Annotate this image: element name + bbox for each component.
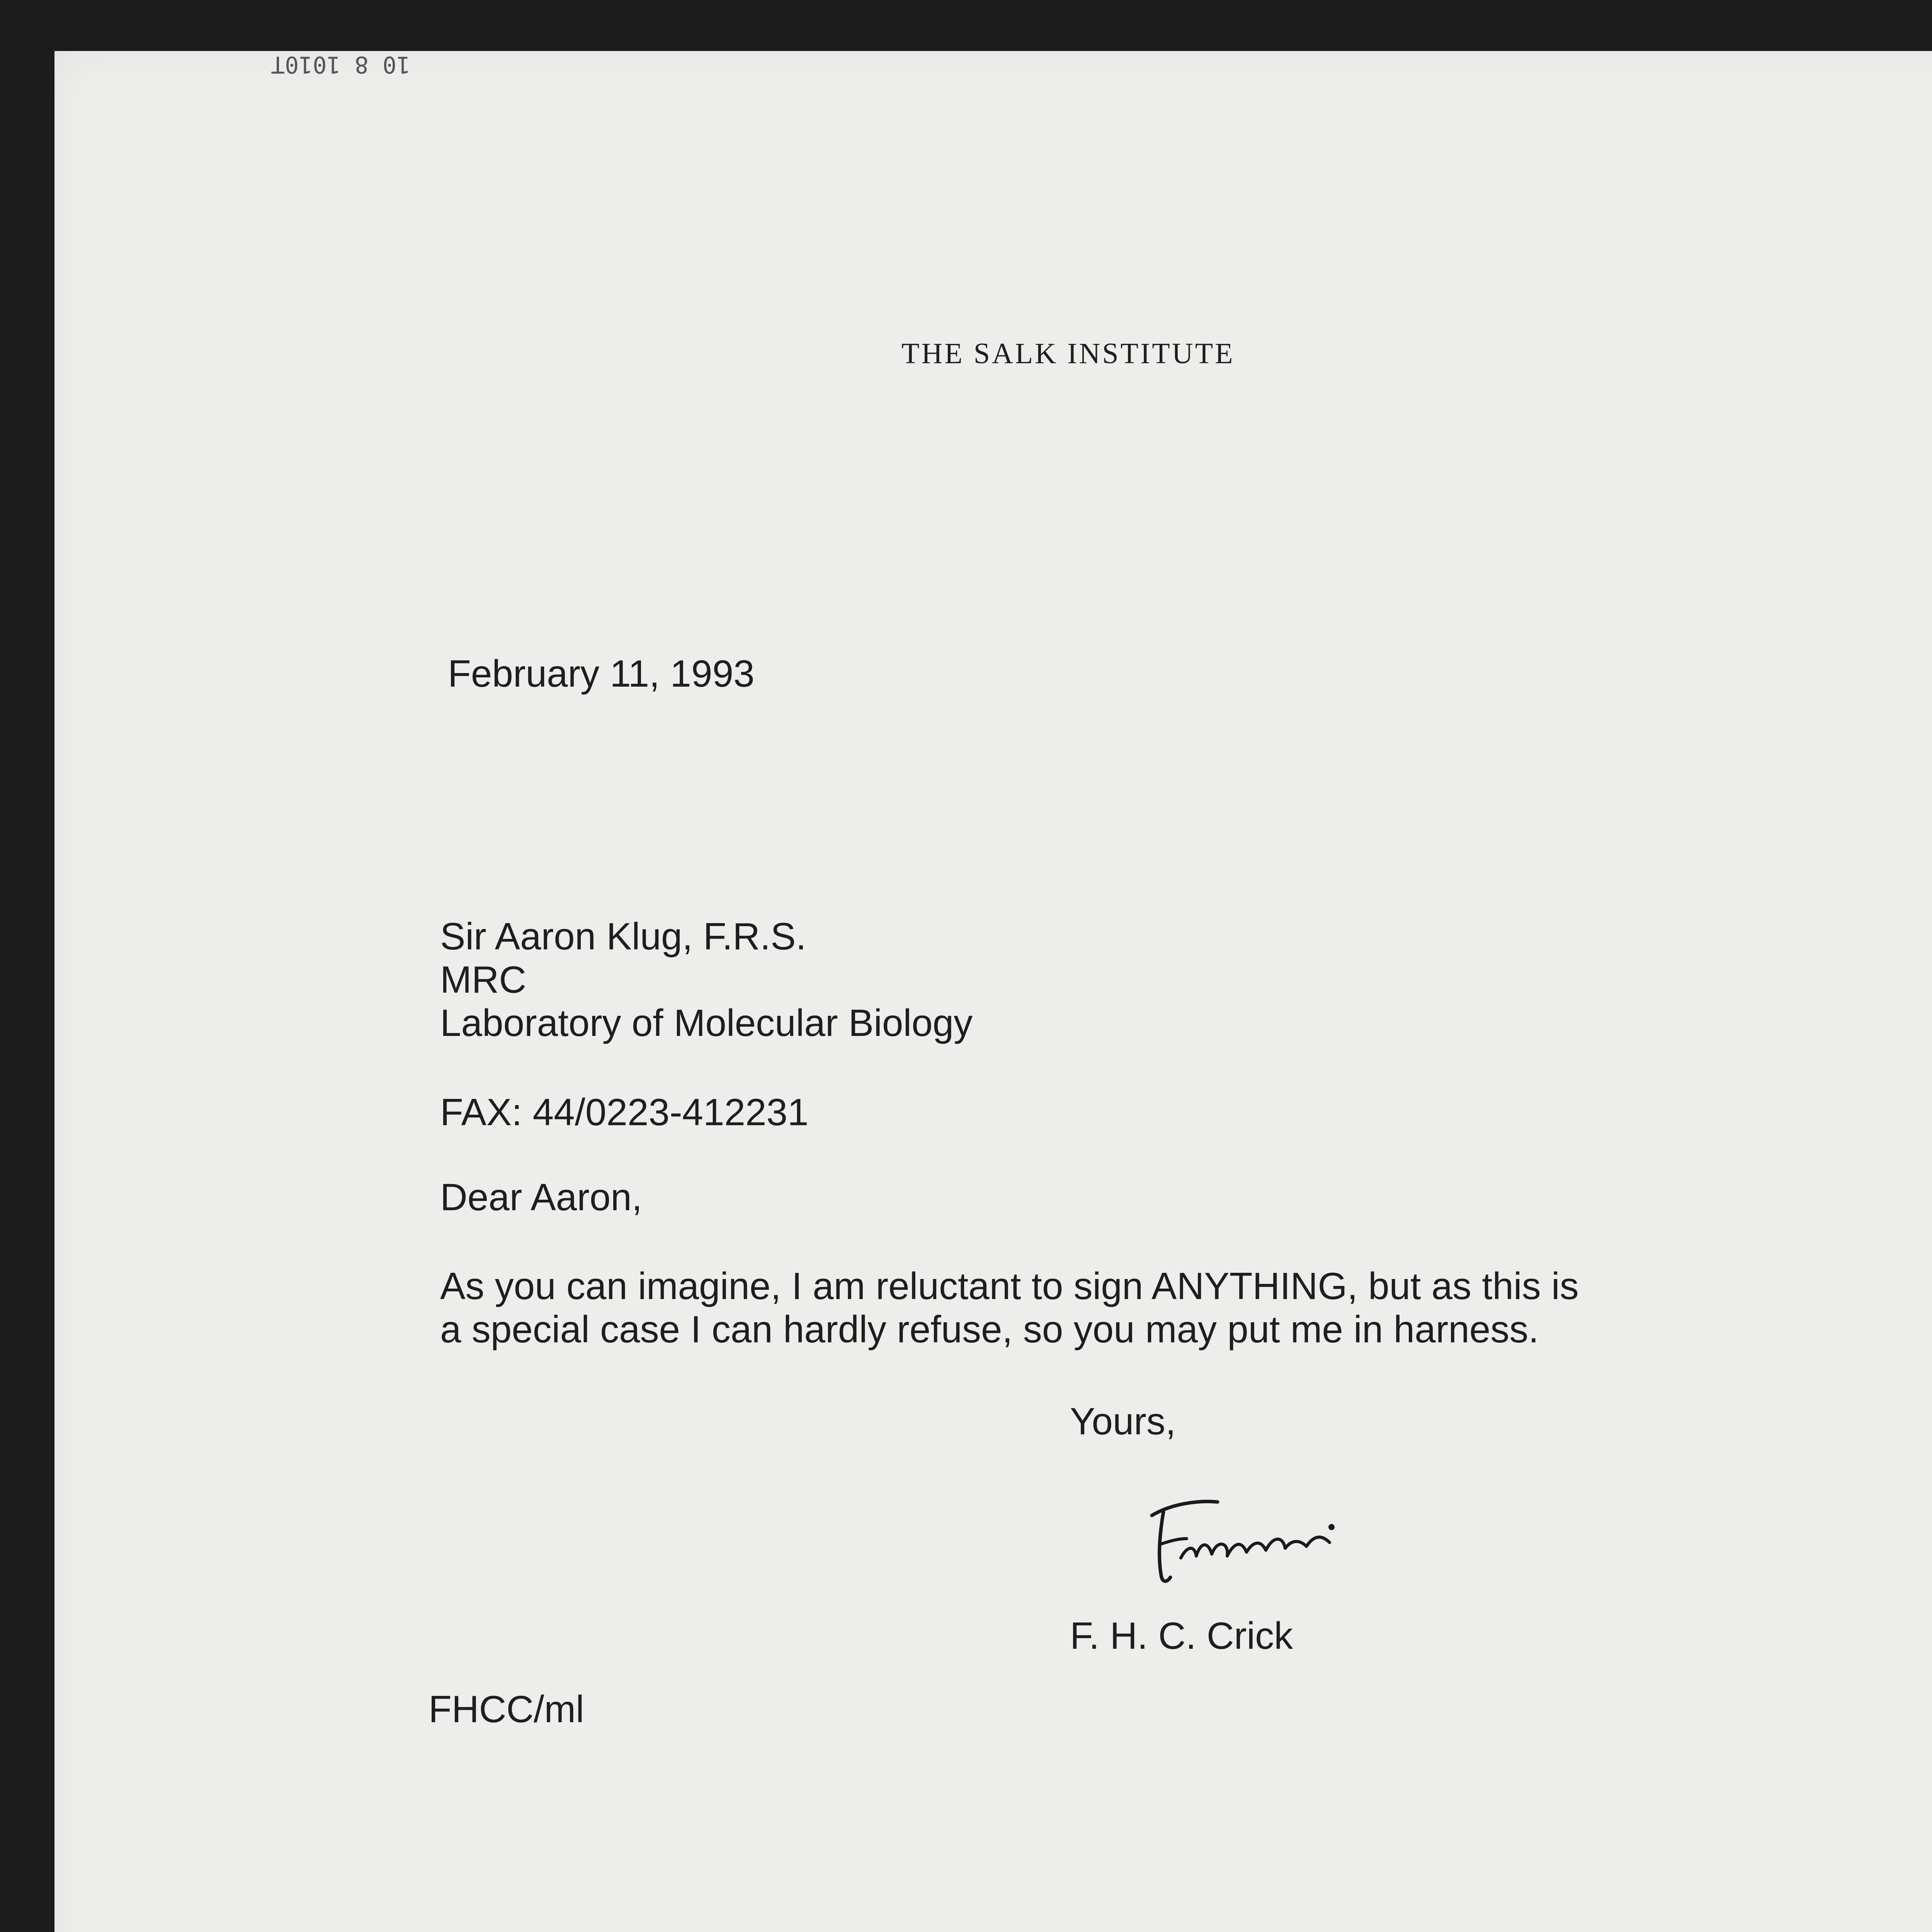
fax-number: FAX: 44/0223-412231 (440, 1091, 809, 1133)
letter-date: February 11, 1993 (448, 652, 755, 695)
closing: Yours, (1070, 1400, 1176, 1442)
body-line-1: As you can imagine, I am reluctant to sign ANYTHING, but as this is (440, 1265, 1579, 1307)
handwritten-signature (1136, 1481, 1353, 1597)
letterhead: THE SALK INSTITUTE (901, 337, 1235, 370)
recipient-name: Sir Aaron Klug, F.R.S. (440, 915, 806, 957)
salutation: Dear Aaron, (440, 1176, 642, 1218)
recipient-lab: Laboratory of Molecular Biology (440, 1002, 973, 1044)
recipient-org: MRC (440, 958, 527, 1001)
signer-name: F. H. C. Crick (1070, 1614, 1293, 1657)
typist-initials: FHCC/ml (429, 1688, 584, 1730)
fax-top-edge-mark: 10 8 1010T (271, 51, 411, 78)
body-line-2: a special case I can hardly refuse, so you may put me in harness. (440, 1308, 1539, 1350)
letter-page (54, 51, 1932, 1932)
